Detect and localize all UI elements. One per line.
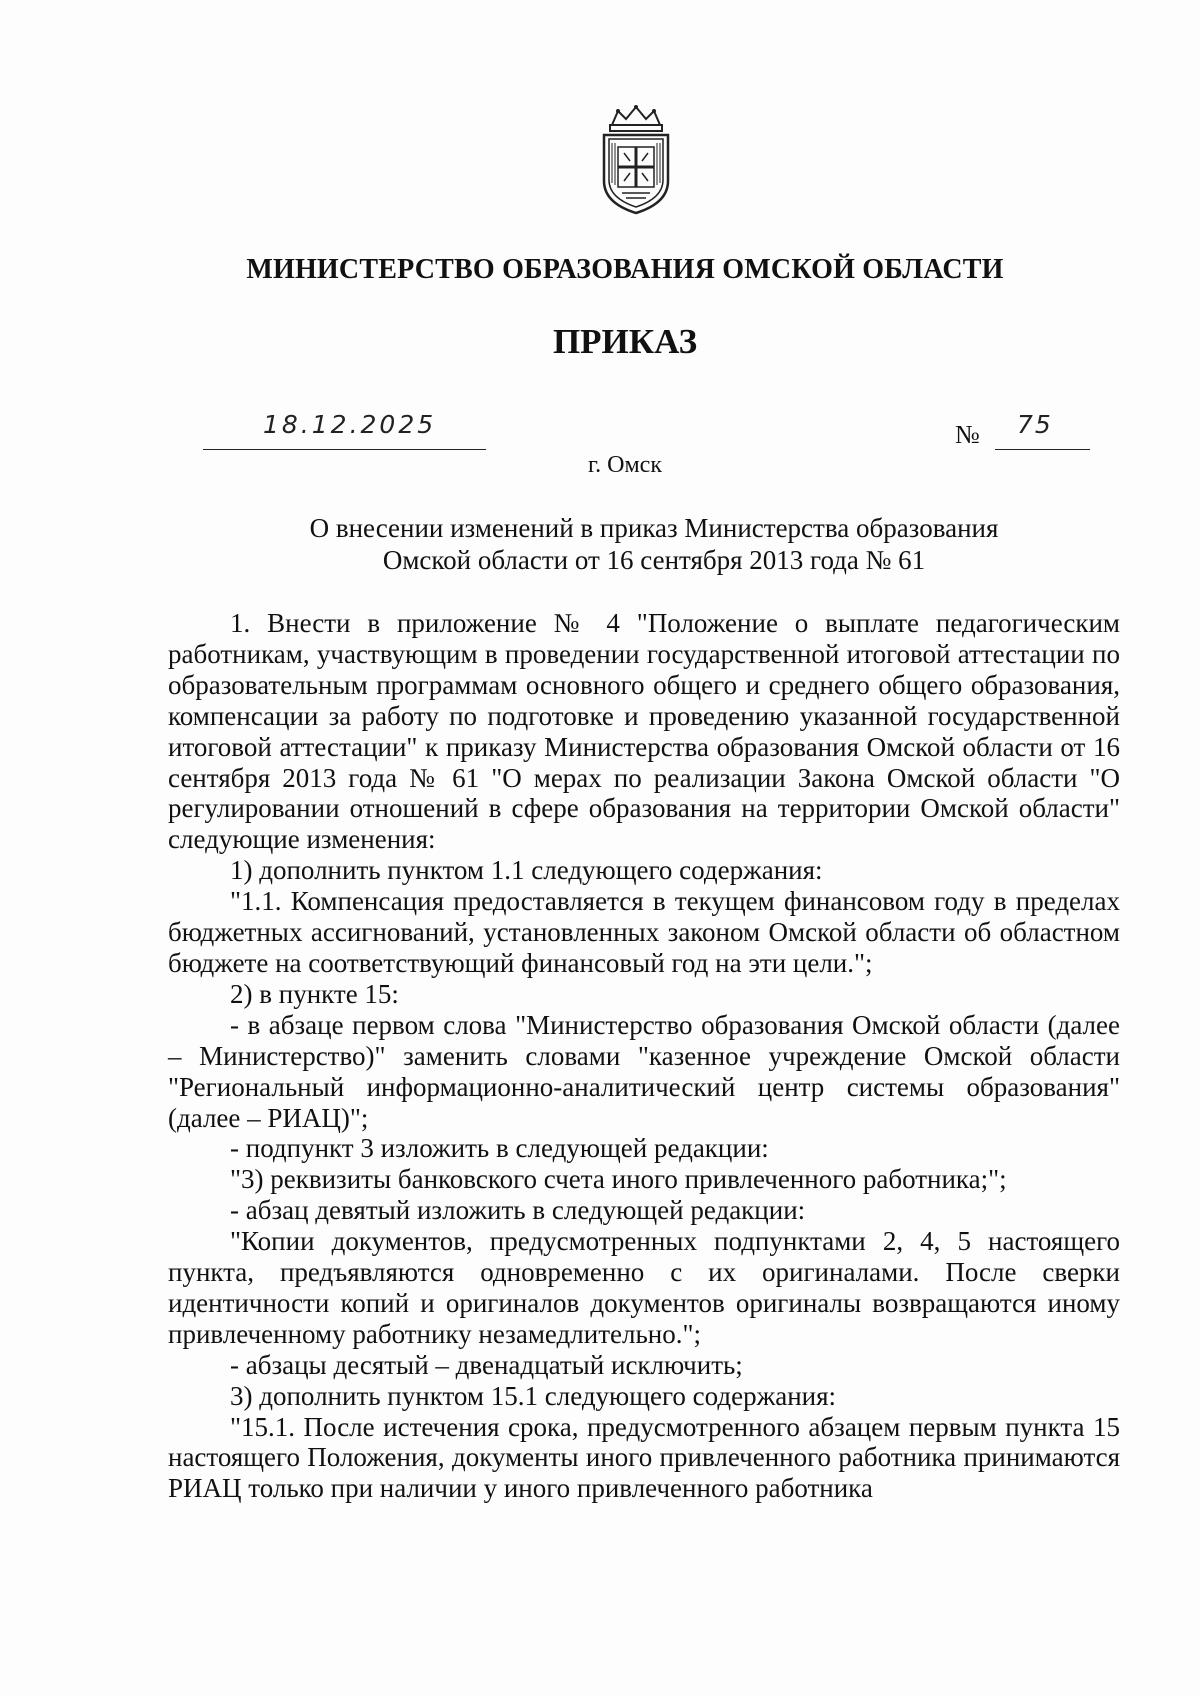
number-underline (995, 449, 1090, 450)
paragraph: - абзацы десятый – двенадцатый исключить; (230, 1349, 743, 1380)
document-body (168, 608, 1120, 1504)
paragraph: - подпункт 3 изложить в следующей редакции: (230, 1133, 769, 1164)
handwritten-number: 75 (1017, 410, 1053, 439)
paragraph: - в абзаце первом слова "Министерство образования Омской области (далее – Министерство)" заменить словами "казенное учреждение Омской области "Региональный информационно-аналитический центр системы образования" (далее – РИАЦ)"; (168, 1009, 1120, 1133)
date-underline (203, 449, 486, 450)
date-field (203, 410, 486, 450)
title-line: О внесении изменений в приказ Министерства образования (309, 513, 999, 543)
title-line: Омской области от 16 сентября 2013 года № 61 (382, 545, 926, 575)
coat-of-arms-icon (598, 103, 674, 215)
paragraph: 1. Внести в приложение № 4 "Положение о выплате педагогическим работникам, участвующим в проведении государственной итоговой аттестации по образовательным программам основного общего и среднего общего образования, компенсации за работу по подготовке и проведению указанной государственной итоговой аттестации" к приказу Министерства образования Омской области от 16 сентября 2013 года № 61 "О мерах по реализации Закона Омской области "О регулировании отношений в сфере образования на территории Омской области" следующие изменения: (168, 608, 1120, 855)
paragraph: 2) в пункте 15: (230, 978, 399, 1009)
number-field (955, 410, 1090, 450)
paragraph: "Копии документов, предусмотренных подпунктами 2, 4, 5 настоящего пункта, предъявляются одновременно с их оригиналами. После сверки идентичности копий и оригиналов документов оригиналы возвращаются иному привлеченному работнику незамедлительно."; (168, 1226, 1120, 1349)
paragraph: 1) дополнить пунктом 1.1 следующего содержания: (230, 855, 823, 886)
handwritten-date: 18.12.2025 (263, 410, 437, 439)
document-type: ПРИКАЗ (552, 322, 698, 361)
paragraph: "3) реквизиты банковского счета иного привлеченного работника;"; (230, 1164, 1007, 1195)
ministry-name: МИНИСТЕРСТВО ОБРАЗОВАНИЯ ОМСКОЙ ОБЛАСТИ (246, 254, 1004, 285)
city: г. Омск (588, 452, 662, 478)
paragraph: - абзац девятый изложить в следующей редакции: (230, 1195, 806, 1226)
paragraph: "15.1. После истечения срока, предусмотренного абзацем первым пункта 15 настоящего Положения, документы иного привлеченного работника принимаются РИАЦ только при наличии у иного привлеченного работника (168, 1411, 1120, 1504)
number-sign: № (955, 420, 980, 449)
document-title (168, 512, 1120, 576)
paragraph: "1.1. Компенсация предоставляется в текущем финансовом году в пределах бюджетных ассигнований, установленных законом Омской области об областном бюджете на соответствующий финансовый год на эти цели."; (168, 886, 1120, 978)
paragraph: 3) дополнить пунктом 15.1 следующего содержания: (230, 1380, 837, 1411)
